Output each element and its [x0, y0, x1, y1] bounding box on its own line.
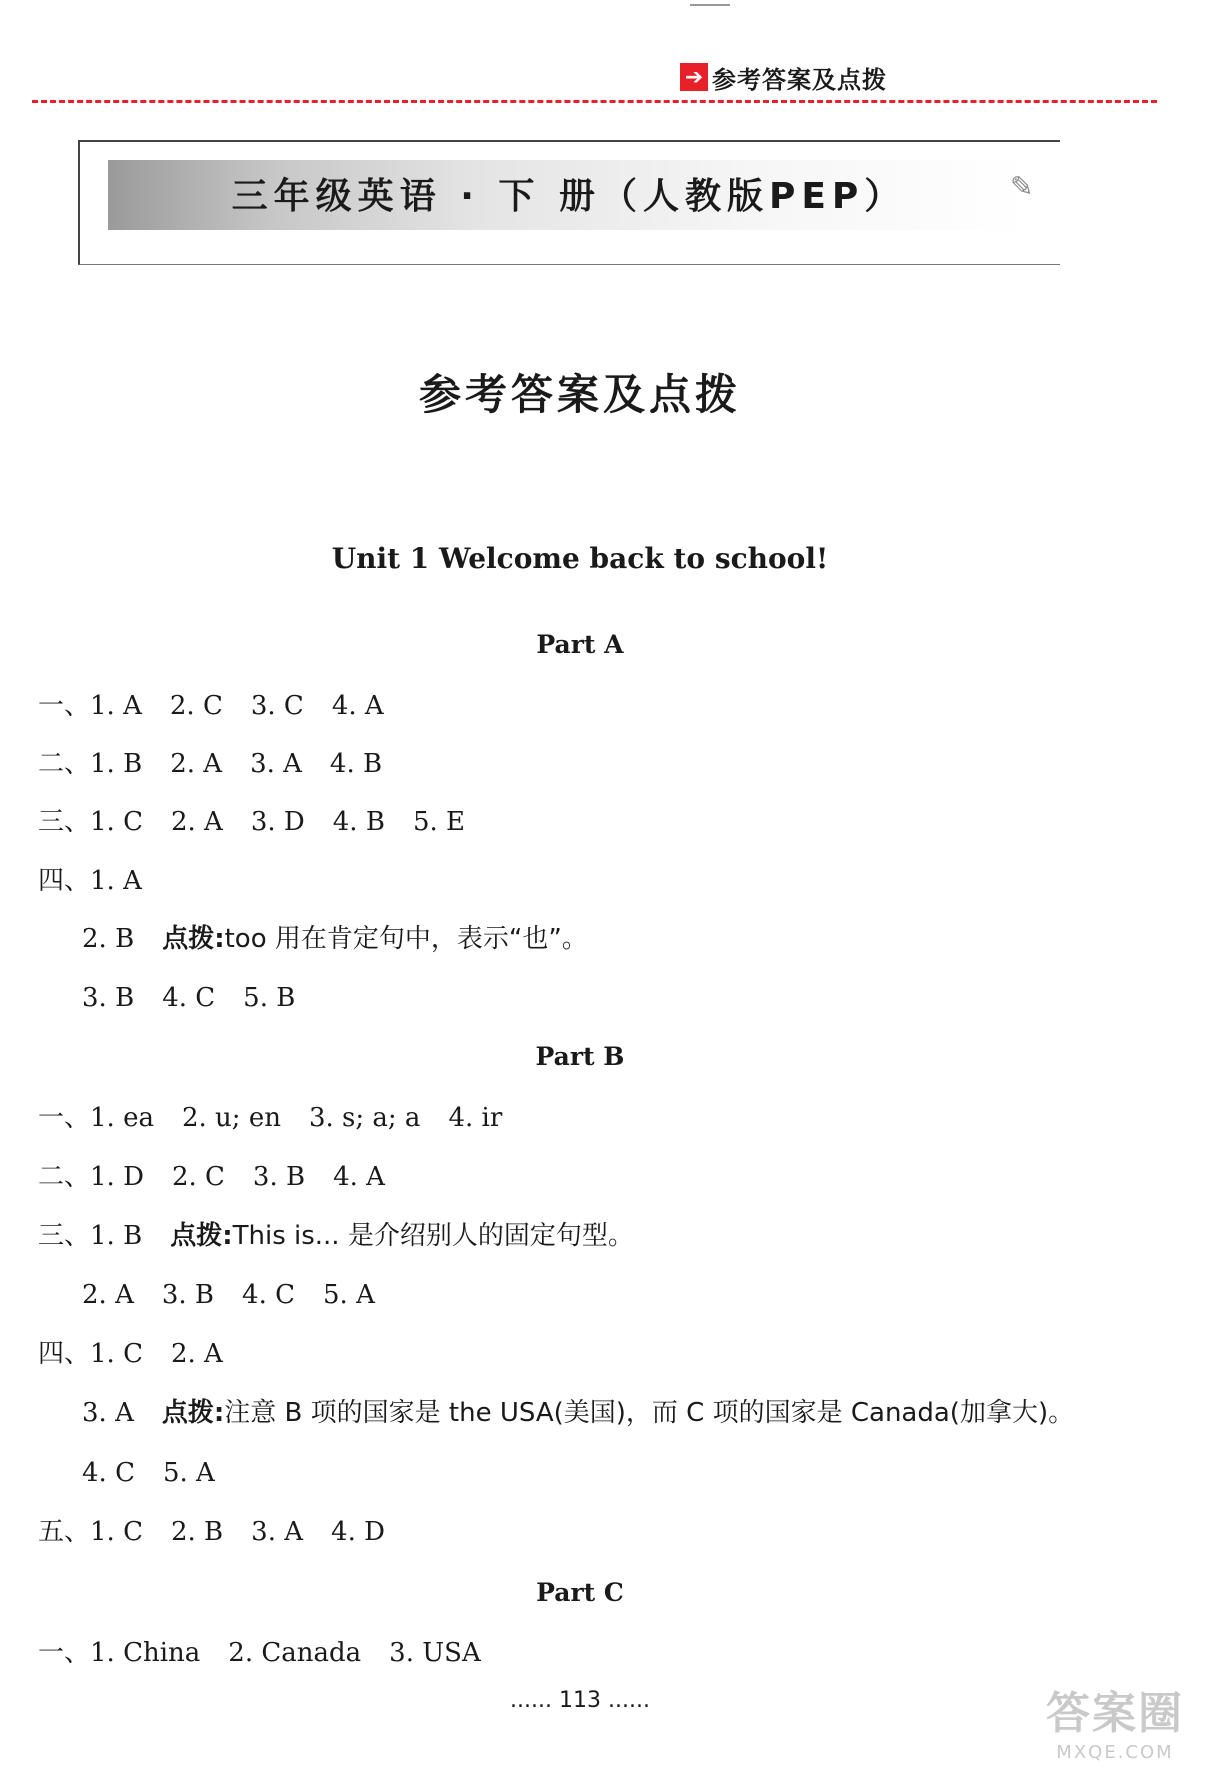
answer-row: 四、1. C 2. A — [38, 1339, 223, 1369]
watermark-url: MXQE.COM — [1056, 1742, 1174, 1763]
part-b-title: Part B — [535, 1042, 625, 1071]
banner-title: 三年级英语 · 下 册（人教版PEP） — [231, 176, 907, 217]
answer-row: 五、1. C 2. B 3. A 4. D — [38, 1517, 385, 1547]
answer-row: 3. B 4. C 5. B — [82, 983, 296, 1013]
hint-label: 点拨: — [170, 1221, 233, 1251]
hint-note: 注意 B 项的国家是 the USA(美国)，而 C 项的国家是 Canada(加拿大)。 — [224, 1398, 1075, 1428]
arrow-right-icon: ➔ — [680, 63, 708, 91]
header-dashed-divider — [32, 100, 1157, 103]
watermark-logo — [1030, 1686, 1200, 1782]
running-header — [680, 60, 887, 94]
answer-row-with-hint: 3. A 点拨:注意 B 项的国家是 the USA(美国)，而 C 项的国家是 Canada(加拿大)。 — [82, 1398, 1075, 1428]
hint-note: too 用在肯定句中，表示“也”。 — [224, 924, 588, 954]
unit-title: Unit 1 Welcome back to school! — [331, 542, 829, 575]
answer-row: 4. C 5. A — [82, 1458, 215, 1488]
part-a-title: Part A — [536, 630, 624, 659]
answer-row: 三、1. C 2. A 3. D 4. B 5. E — [38, 807, 466, 837]
answer-row: 二、1. D 2. C 3. B 4. A — [38, 1162, 385, 1192]
hint-label: 点拨: — [162, 924, 225, 954]
answer-row: 四、1. A — [38, 866, 142, 896]
banner-doodle-icon: ✎ — [1010, 170, 1034, 203]
answer-row: 一、1. ea 2. u; en 3. s; a; a 4. ir — [38, 1103, 503, 1133]
answer-row-with-hint: 2. B 点拨:too 用在肯定句中，表示“也”。 — [82, 924, 588, 954]
top-tick-mark — [690, 4, 730, 6]
answer-row: 2. A 3. B 4. C 5. A — [82, 1280, 375, 1310]
watermark-text: 答案圈 — [1046, 1688, 1184, 1739]
running-header-text: 参考答案及点拨 — [712, 65, 887, 94]
hint-note: This is... 是介绍别人的固定句型。 — [232, 1221, 634, 1251]
answer-row: 二、1. B 2. A 3. A 4. B — [38, 749, 383, 779]
page-title: 参考答案及点拨 — [418, 370, 741, 419]
title-banner — [78, 140, 1060, 264]
part-c-title: Part C — [536, 1578, 624, 1607]
answer-row-with-hint: 三、1. B 点拨:This is... 是介绍别人的固定句型。 — [38, 1221, 634, 1251]
answer-row: 一、1. A 2. C 3. C 4. A — [38, 691, 384, 721]
hint-label: 点拨: — [161, 1398, 225, 1428]
answer-row: 一、1. China 2. Canada 3. USA — [38, 1638, 481, 1668]
page-number: ...... 113 ...... — [510, 1688, 650, 1713]
